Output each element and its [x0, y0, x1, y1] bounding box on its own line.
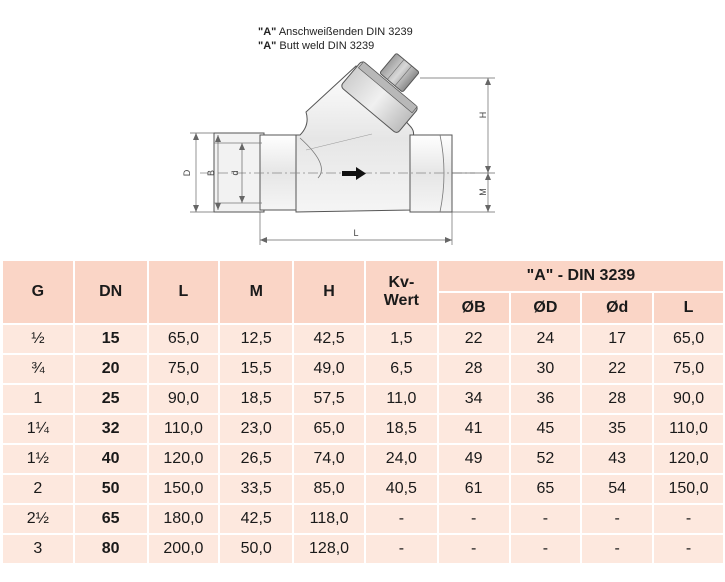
- strainer-technical-drawing: [0, 0, 725, 255]
- header-sub-l: L: [653, 292, 724, 324]
- dim-label-H: H: [478, 111, 488, 119]
- table-cell: -: [438, 534, 510, 564]
- table-cell: 65,0: [653, 324, 724, 354]
- header-h: H: [293, 260, 365, 324]
- table-cell: 22: [581, 354, 653, 384]
- caption-text-german: Anschweißenden DIN 3239: [276, 26, 413, 38]
- table-cell: ¾: [2, 354, 74, 384]
- table-cell: 42,5: [293, 324, 365, 354]
- table-cell: 65,0: [293, 414, 365, 444]
- table-cell: 17: [581, 324, 653, 354]
- table-cell: 34: [438, 384, 510, 414]
- table-cell: 24,0: [365, 444, 438, 474]
- table-cell: -: [365, 534, 438, 564]
- table-cell: 41: [438, 414, 510, 444]
- table-row: [2, 384, 724, 414]
- table-cell: 180,0: [148, 504, 220, 534]
- table-cell: 120,0: [653, 444, 724, 474]
- table-cell: 80: [74, 534, 148, 564]
- left-weld-end: [214, 133, 298, 212]
- table-cell: 15: [74, 324, 148, 354]
- table-cell: 36: [510, 384, 582, 414]
- caption-text-english: Butt weld DIN 3239: [276, 40, 375, 52]
- table-cell: 23,0: [219, 414, 293, 444]
- table-cell: 120,0: [148, 444, 220, 474]
- table-cell: 3: [2, 534, 74, 564]
- header-group-din: "A" - DIN 3239: [438, 260, 724, 292]
- table-cell: 33,5: [219, 474, 293, 504]
- table-cell: 35: [581, 414, 653, 444]
- table-cell: 1½: [2, 444, 74, 474]
- table-cell: 1: [2, 384, 74, 414]
- table-cell: -: [653, 534, 724, 564]
- table-cell: 65,0: [148, 324, 220, 354]
- table-cell: 15,5: [219, 354, 293, 384]
- table-cell: ½: [2, 324, 74, 354]
- table-cell: 90,0: [653, 384, 724, 414]
- dimensions-table: [1, 259, 725, 565]
- table-row: [2, 414, 724, 444]
- table-cell: 200,0: [148, 534, 220, 564]
- header-sub-d: Ød: [581, 292, 653, 324]
- table-cell: 50,0: [219, 534, 293, 564]
- dim-label-B: B: [206, 169, 216, 177]
- table-cell: 110,0: [148, 414, 220, 444]
- table-cell: 40: [74, 444, 148, 474]
- table-cell: 49: [438, 444, 510, 474]
- table-row: [2, 354, 724, 384]
- dim-label-M: M: [478, 188, 488, 196]
- header-sub-b: ØB: [438, 292, 510, 324]
- table-cell: 11,0: [365, 384, 438, 414]
- table-cell: 65: [74, 504, 148, 534]
- table-cell: 42,5: [219, 504, 293, 534]
- table-cell: 1¼: [2, 414, 74, 444]
- table-cell: 74,0: [293, 444, 365, 474]
- table-cell: 52: [510, 444, 582, 474]
- table-cell: -: [581, 504, 653, 534]
- table-cell: 40,5: [365, 474, 438, 504]
- table-cell: 110,0: [653, 414, 724, 444]
- table-cell: 49,0: [293, 354, 365, 384]
- caption-label-a: "A": [258, 40, 277, 52]
- table-cell: 28: [438, 354, 510, 384]
- table-cell: 75,0: [148, 354, 220, 384]
- table-cell: 26,5: [219, 444, 293, 474]
- right-weld-end: [410, 135, 452, 212]
- table-cell: 18,5: [219, 384, 293, 414]
- header-m: M: [219, 260, 293, 324]
- table-row: [2, 324, 724, 354]
- table-cell: 20: [74, 354, 148, 384]
- header-sub-D: ØD: [510, 292, 582, 324]
- table-cell: -: [653, 504, 724, 534]
- table-cell: -: [365, 504, 438, 534]
- table-row: [2, 444, 724, 474]
- table-cell: 61: [438, 474, 510, 504]
- dim-label-D: D: [182, 169, 192, 177]
- table-cell: -: [581, 534, 653, 564]
- dim-label-L: L: [353, 228, 359, 238]
- dim-label-d: d: [230, 170, 240, 176]
- table-row: [2, 504, 724, 534]
- table-cell: 118,0: [293, 504, 365, 534]
- table-cell: 75,0: [653, 354, 724, 384]
- table-cell: 43: [581, 444, 653, 474]
- table-cell: -: [510, 534, 582, 564]
- table-cell: 28: [581, 384, 653, 414]
- table-cell: 54: [581, 474, 653, 504]
- table-cell: 25: [74, 384, 148, 414]
- table-cell: 57,5: [293, 384, 365, 414]
- table-cell: 90,0: [148, 384, 220, 414]
- table-cell: 2: [2, 474, 74, 504]
- header-dn: DN: [74, 260, 148, 324]
- header-g: G: [2, 260, 74, 324]
- header-kv-wert: Kv- Wert: [365, 260, 438, 324]
- table-row: [2, 534, 724, 564]
- table-cell: 50: [74, 474, 148, 504]
- table-cell: 45: [510, 414, 582, 444]
- table-cell: 12,5: [219, 324, 293, 354]
- caption-label-a: "A": [258, 26, 277, 38]
- table-cell: 150,0: [148, 474, 220, 504]
- table-cell: 150,0: [653, 474, 724, 504]
- table-cell: 65: [510, 474, 582, 504]
- table-cell: 30: [510, 354, 582, 384]
- header-l: L: [148, 260, 220, 324]
- table-cell: -: [510, 504, 582, 534]
- table-row: [2, 474, 724, 504]
- table-cell: 6,5: [365, 354, 438, 384]
- table-cell: 18,5: [365, 414, 438, 444]
- table-cell: 24: [510, 324, 582, 354]
- table-cell: 1,5: [365, 324, 438, 354]
- table-cell: -: [438, 504, 510, 534]
- table-cell: 128,0: [293, 534, 365, 564]
- table-cell: 85,0: [293, 474, 365, 504]
- table-cell: 22: [438, 324, 510, 354]
- table-cell: 32: [74, 414, 148, 444]
- table-cell: 2½: [2, 504, 74, 534]
